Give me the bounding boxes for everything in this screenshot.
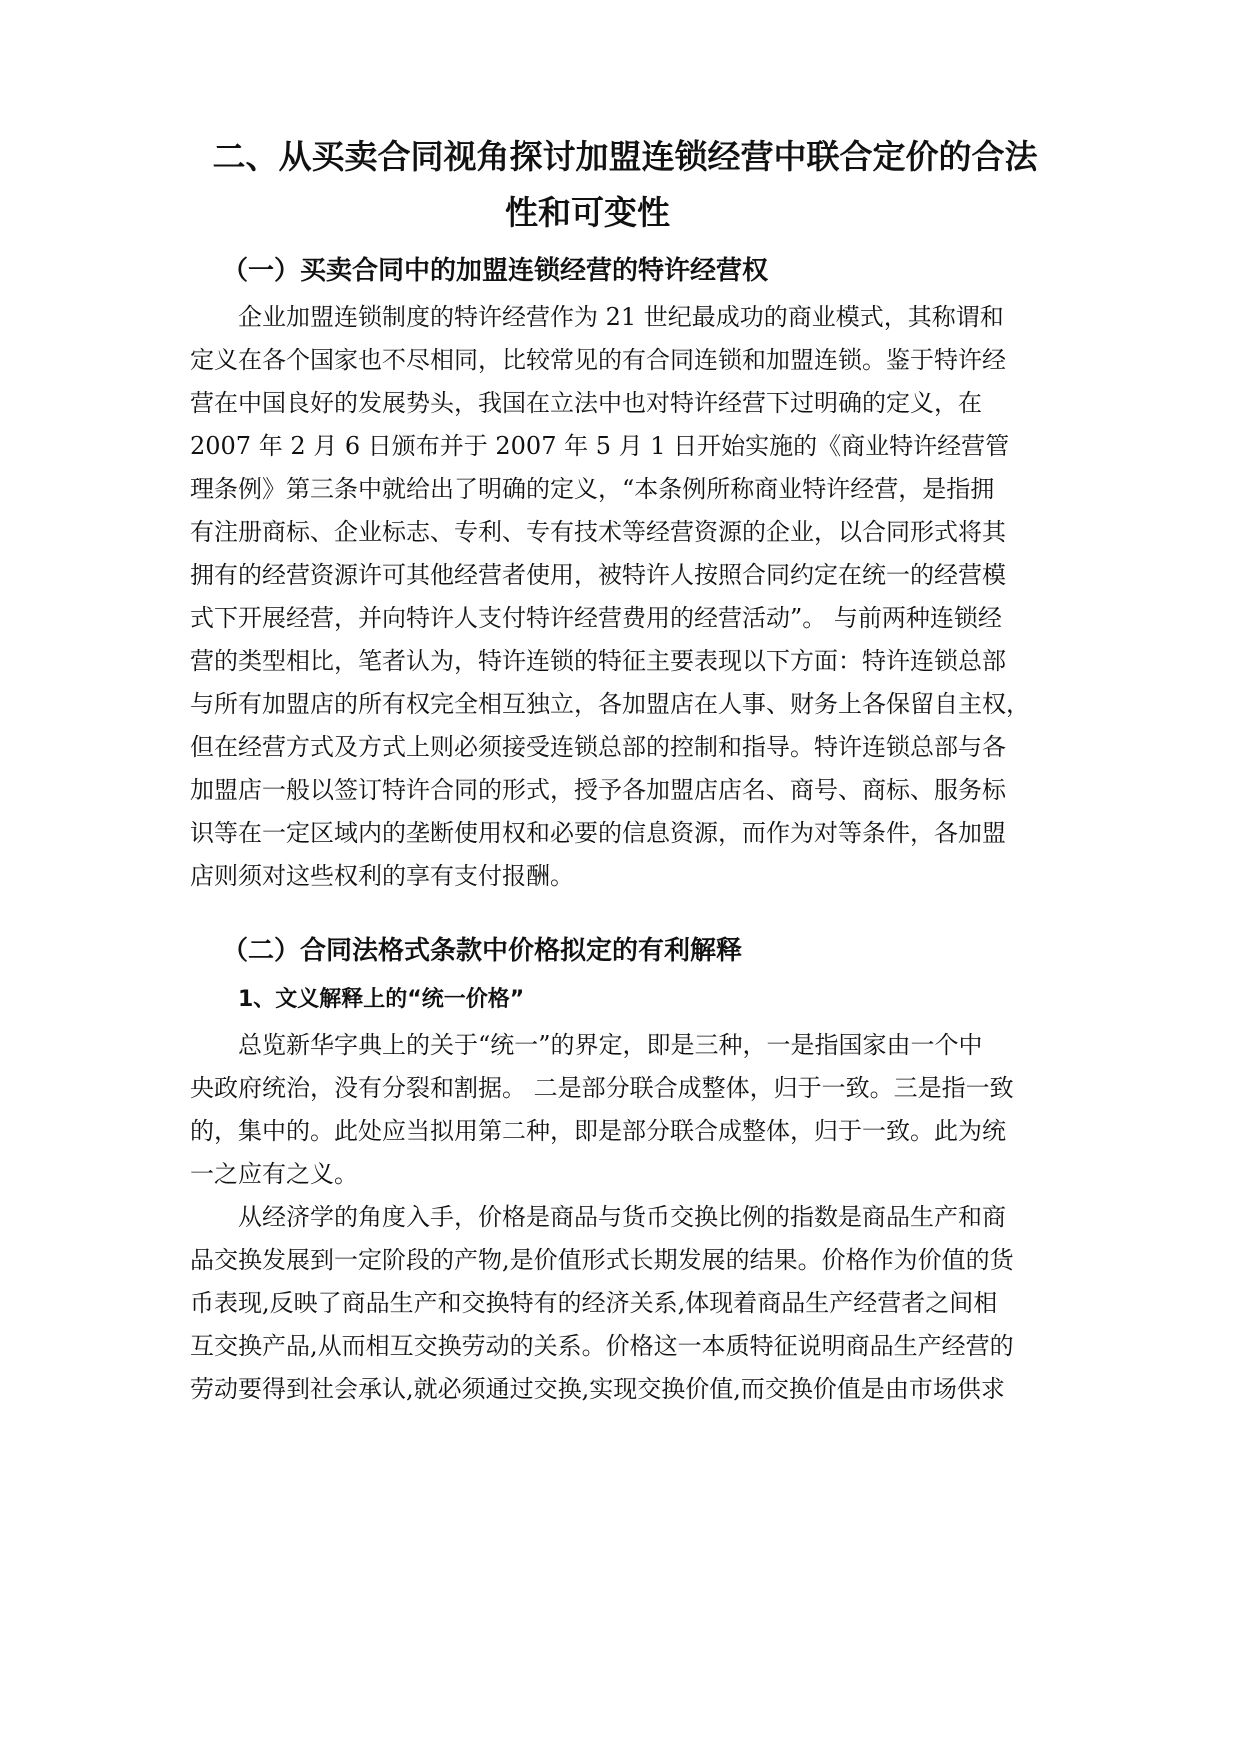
section-1-line: 拥有的经营资源许可其他经营者使用，被特许人按照合同约定在统一的经营模 [190, 561, 1006, 589]
section-2-para-2-line: 从经济学的角度入手，价格是商品与货币交换比例的指数是商品生产和商 [238, 1203, 1006, 1231]
section-1-line: 但在经营方式及方式上则必须接受连锁总部的控制和指导。特许连锁总部与各 [190, 733, 1006, 761]
section-1-line: 店则须对这些权利的享有支付报酬。 [190, 862, 574, 890]
section-2-para-1-line: 一之应有之义。 [190, 1160, 358, 1188]
section-2-para-1-line: 的，集中的。此处应当拟用第二种，即是部分联合成整体，归于一致。此为统 [190, 1117, 1006, 1145]
section-1-line: 企业加盟连锁制度的特许经营作为 21 世纪最成功的商业模式，其称谓和 [238, 303, 1004, 331]
section-2-heading: （二）合同法格式条款中价格拟定的有利解释 [222, 936, 743, 966]
section-2-para-1-line: 央政府统治，没有分裂和割据。 二是部分联合成整体，归于一致。三是指一致 [190, 1074, 1014, 1102]
section-1-line: 加盟店一般以签订特许合同的形式，授予各加盟店店名、商号、商标、服务标 [190, 776, 1006, 804]
section-1-line: 与所有加盟店的所有权完全相互独立，各加盟店在人事、财务上各保留自主权， [190, 690, 1030, 718]
section-1-line: 识等在一定区域内的垄断使用权和必要的信息资源，而作为对等条件，各加盟 [190, 819, 1006, 847]
section-2-para-2-line: 品交换发展到一定阶段的产物,是价值形式长期发展的结果。价格作为价值的货 [190, 1246, 1014, 1274]
section-1-line: 营在中国良好的发展势头，我国在立法中也对特许经营下过明确的定义，在 [190, 389, 982, 417]
section-1-line: 式下开展经营，并向特许人支付特许经营费用的经营活动”。 与前两种连锁经 [190, 604, 1002, 632]
section-2-subheading: 1、文义解释上的“统一价格” [238, 987, 525, 1012]
section-1-heading: （一）买卖合同中的加盟连锁经营的特许经营权 [222, 256, 769, 286]
section-1-line: 有注册商标、企业标志、专利、专有技术等经营资源的企业，以合同形式将其 [190, 518, 1006, 546]
section-1-line: 2007 年 2 月 6 日颁布并于 2007 年 5 月 1 日开始实施的《商业特许经营管 [190, 432, 1010, 460]
section-1-line: 定义在各个国家也不尽相同，比较常见的有合同连锁和加盟连锁。鉴于特许经 [190, 346, 1006, 374]
section-2-para-1-line: 总览新华字典上的关于“统一”的界定，即是三种，一是指国家由一个中 [238, 1031, 983, 1059]
title-line-1: 二、从买卖合同视角探讨加盟连锁经营中联合定价的合法 [212, 137, 1038, 176]
section-2-para-2-line: 劳动要得到社会承认,就必须通过交换,实现交换价值,而交换价值是由市场供求 [190, 1375, 1005, 1403]
section-2-para-2-line: 互交换产品,从而相互交换劳动的关系。价格这一本质特征说明商品生产经营的 [190, 1332, 1014, 1360]
section-2-para-2-line: 币表现,反映了商品生产和交换特有的经济关系,体现着商品生产经营者之间相 [190, 1289, 998, 1317]
section-1-line: 理条例》第三条中就给出了明确的定义，“本条例所称商业特许经营，是指拥 [190, 475, 995, 503]
title-line-2: 性和可变性 [505, 193, 670, 232]
section-1-line: 营的类型相比，笔者认为，特许连锁的特征主要表现以下方面：特许连锁总部 [190, 647, 1006, 675]
